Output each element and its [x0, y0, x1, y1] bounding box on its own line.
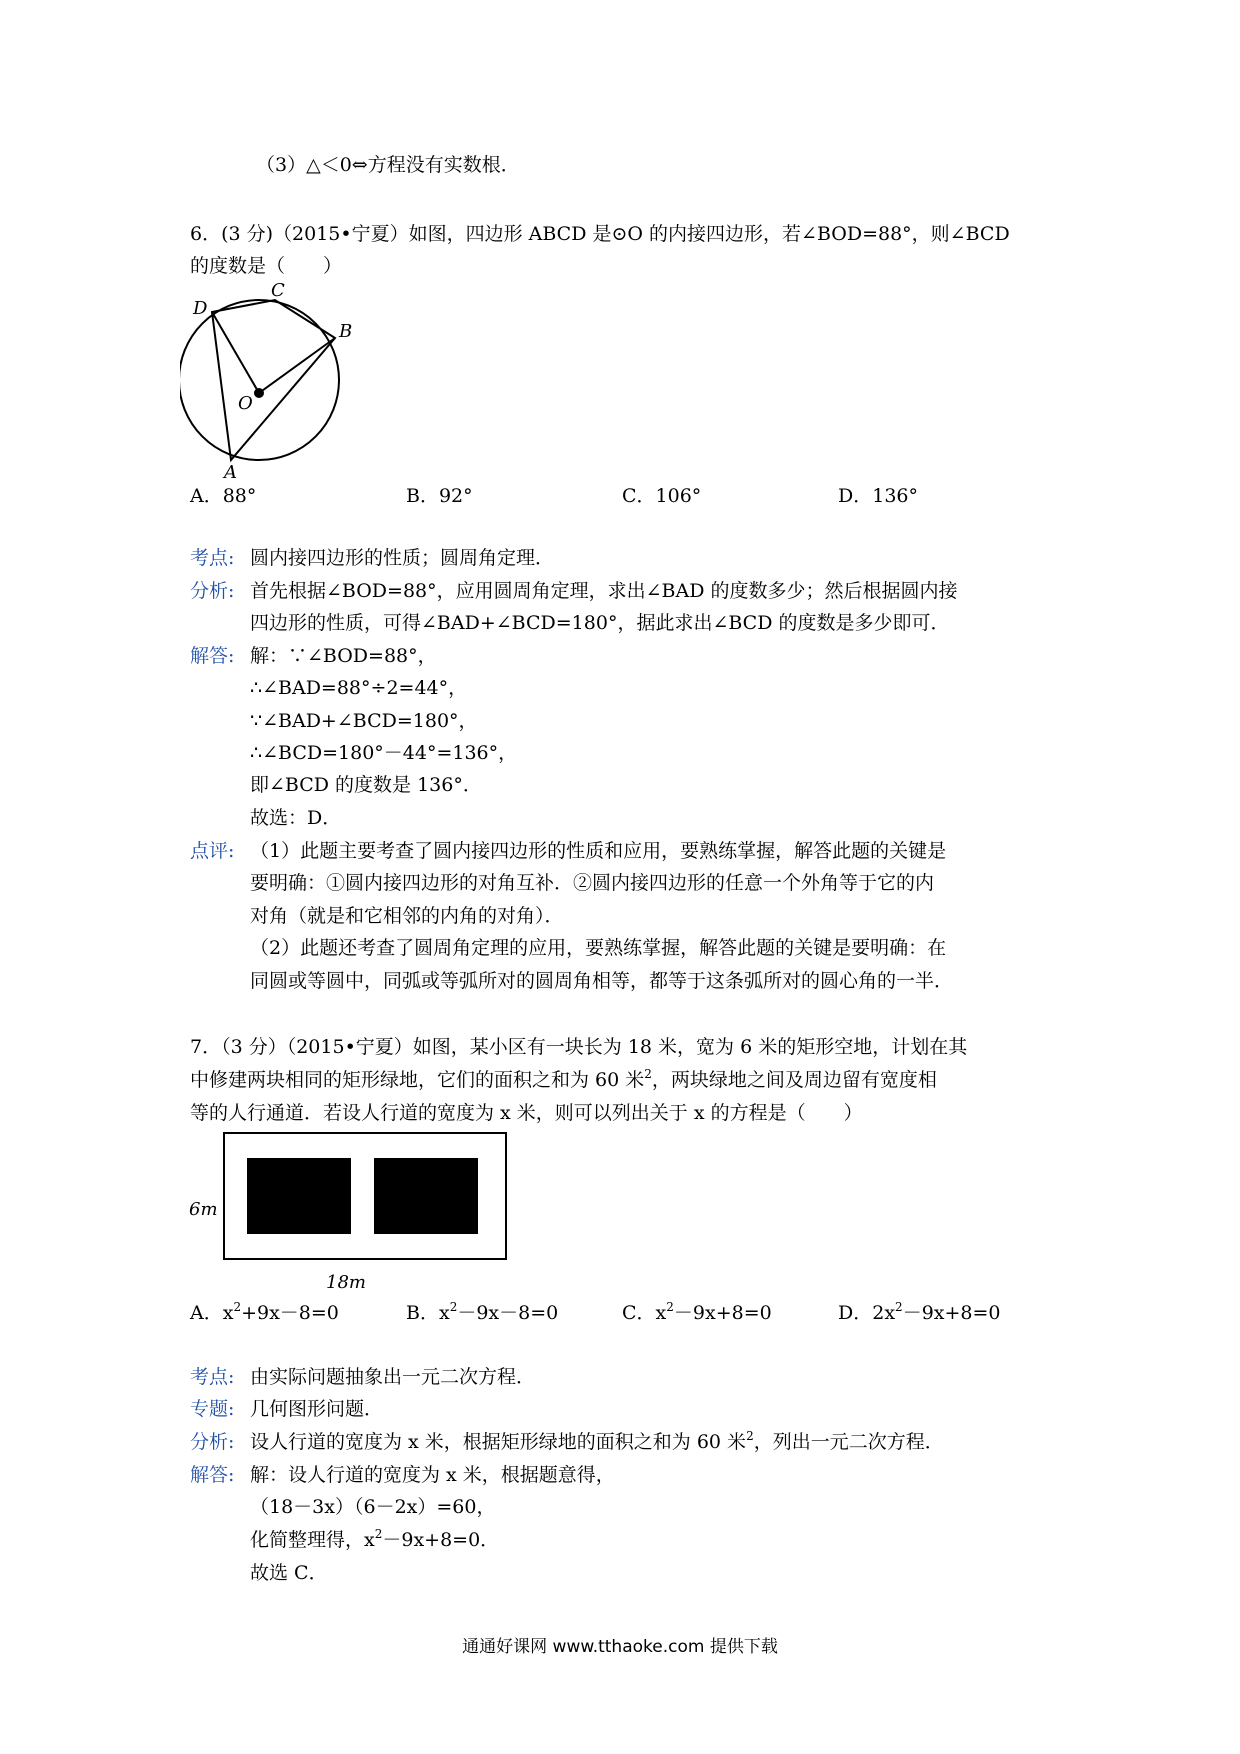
q7-jieda-line: 化简整理得，$x^2-9x+8=0$．: [250, 1527, 500, 1551]
q6-dianping-label: 点评:: [190, 840, 235, 862]
q6-dianping-line: （2）此题还考查了圆周角定理的应用，要熟练掌握，解答此题的关键是要明确：在: [250, 937, 947, 959]
q6-jieda-line: 即∠BCD 的度数是 136°．: [250, 774, 482, 796]
q7-fenxi-text: 设人行道的宽度为 x 米，根据矩形绿地的面积之和为 60 米$^2$，列出一元二次方程．: [250, 1429, 944, 1453]
q6-stem-line1: 6．(3 分)（2015•宁夏）如图，四边形 ABCD 是⊙O 的内接四边形，若∠BOD=88°，则∠BCD: [190, 223, 1010, 245]
q6-dianping-line: 同圆或等圆中，同弧或等弧所对的圆周角相等，都等于这条弧所对的圆心角的一半．: [250, 970, 954, 992]
width-label: 18m: [326, 1272, 366, 1293]
q7-stem-line3: 等的人行通道．若设人行道的宽度为 x 米，则可以列出关于 x 的方程是（ ）: [190, 1102, 863, 1124]
q7-jieda-line: 故选 C．: [250, 1562, 328, 1584]
height-label: 6m: [189, 1199, 218, 1220]
q7-jieda-label: 解答:: [190, 1464, 235, 1486]
segment-ob: [259, 338, 335, 393]
q6-jieda-line: ∴∠BAD=88°÷2=44°，: [250, 677, 468, 699]
label-b: B: [339, 321, 353, 342]
q7-zhuanti-label: 专题:: [190, 1398, 235, 1420]
label-o: O: [238, 393, 253, 414]
q7-option-d: D．$2x^2-9x+8=0$: [838, 1300, 1001, 1324]
q7-kaodian-text: 由实际问题抽象出一元二次方程．: [250, 1366, 536, 1388]
q6-option-a: A．88°: [190, 485, 257, 507]
q6-dianping-line: （1）此题主要考查了圆内接四边形的性质和应用，要熟练掌握，解答此题的关键是: [250, 840, 947, 862]
q6-kaodian-label: 考点:: [190, 547, 235, 569]
previous-answer-note: （3）△＜0⇔方程没有实数根．: [256, 154, 520, 176]
circle-o: [180, 300, 339, 460]
q6-kaodian-text: 圆内接四边形的性质；圆周角定理．: [250, 547, 555, 569]
q6-fenxi-line2: 四边形的性质，可得∠BAD+∠BCD=180°，据此求出∠BCD 的度数是多少即可．: [250, 612, 950, 634]
q6-fenxi-label: 分析:: [190, 580, 235, 602]
q7-fenxi-label: 分析:: [190, 1431, 235, 1453]
q7-stem-line2: 中修建两块相同的矩形绿地，它们的面积之和为 60 米$^2$，两块绿地之间及周边留有宽度相: [190, 1067, 937, 1091]
q6-option-b: B．92°: [406, 485, 473, 507]
q7-zhuanti-text: 几何图形问题．: [250, 1398, 384, 1420]
q7-option-c: C．$x^2-9x+8=0$: [622, 1300, 772, 1324]
green-plot-left: [247, 1158, 351, 1234]
q6-dianping-line: 要明确：①圆内接四边形的对角互补．②圆内接四边形的任意一个外角等于它的内: [250, 872, 935, 894]
green-plot-right: [374, 1158, 478, 1234]
q6-jieda-label: 解答:: [190, 645, 235, 667]
q6-jieda-line: ∴∠BCD=180°－44°=136°，: [250, 742, 518, 764]
q7-jieda-line: 解：设人行道的宽度为 x 米，根据题意得，: [250, 1464, 615, 1486]
q7-option-b: B．$x^2-9x-8=0$: [406, 1300, 559, 1324]
label-a: A: [224, 462, 237, 483]
q6-option-c: C．106°: [622, 485, 702, 507]
footer-source: 通通好课网 www.tthaoke.com 提供下载: [462, 1637, 778, 1657]
q7-rectangle-figure: [185, 1130, 515, 1295]
q6-jieda-line: ∵∠BAD+∠BCD=180°，: [250, 710, 478, 732]
q6-fenxi-line1: 首先根据∠BOD=88°，应用圆周角定理，求出∠BAD 的度数多少；然后根据圆内接: [250, 580, 958, 602]
label-c: C: [271, 280, 285, 301]
q7-option-a: A．$x^2+9x-8=0$: [190, 1300, 339, 1324]
segment-do: [212, 312, 259, 393]
q6-circle-figure: [180, 278, 360, 483]
q6-jieda-line: 解：∵∠BOD=88°，: [250, 645, 437, 667]
center-dot: [254, 388, 264, 398]
q6-option-d: D．136°: [838, 485, 918, 507]
q7-kaodian-label: 考点:: [190, 1366, 235, 1388]
q7-jieda-line: （18－3x）（6－2x）=60，: [250, 1496, 496, 1518]
label-d: D: [193, 298, 208, 319]
q6-dianping-line: 对角（就是和它相邻的内角的对角）．: [250, 905, 564, 927]
q6-jieda-line: 故选：D．: [250, 807, 342, 829]
q6-stem-line2: 的度数是（ ）: [190, 255, 343, 277]
q7-stem-line1: 7．（3 分）（2015•宁夏）如图，某小区有一块长为 18 米，宽为 6 米的矩形空地，计划在其: [190, 1036, 968, 1058]
